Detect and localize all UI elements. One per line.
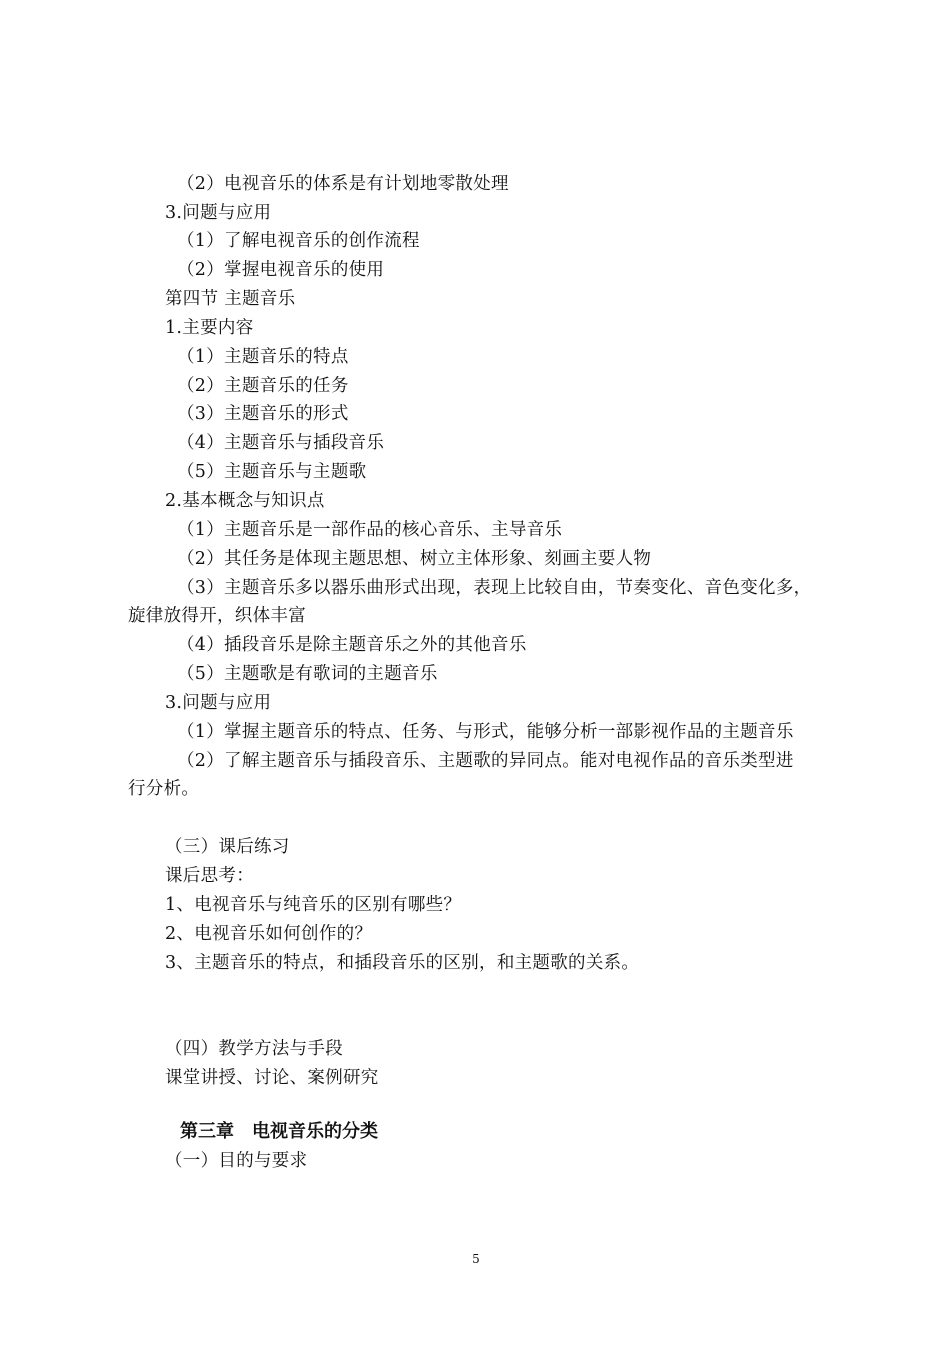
text-line: （2）其任务是体现主题思想、树立主体形象、刻画主要人物 [177,549,652,569]
text-line: 2、电视音乐如何创作的？ [165,924,373,944]
text-line: （5）主题音乐与主题歌 [177,462,367,482]
text-line: 2.基本概念与知识点 [165,491,325,511]
chapter-heading: 第三章 电视音乐的分类 [180,1121,378,1142]
text-line: （2）主题音乐的任务 [177,376,349,396]
text-line: 3.问题与应用 [165,203,272,223]
text-line: （3）主题音乐多以器乐曲形式出现，表现上比较自由，节奏变化、音色变化多， [177,578,812,598]
text-line: （1）了解电视音乐的创作流程 [177,231,420,251]
text-line: 3、主题音乐的特点，和插段音乐的区别，和主题歌的关系。 [165,953,640,973]
text-line: 3.问题与应用 [165,693,272,713]
text-line: （1）掌握主题音乐的特点、任务、与形式，能够分析一部影视作品的主题音乐 [177,722,794,742]
section-heading: （一）目的与要求 [165,1151,308,1171]
text-line: （5）主题歌是有歌词的主题音乐 [177,664,438,684]
text-line: 1.主要内容 [165,318,254,338]
section-heading: 第四节 主题音乐 [165,289,296,309]
text-line: （1）主题音乐是一部作品的核心音乐、主导音乐 [177,520,563,540]
text-line: 旋律放得开，织体丰富 [128,606,306,626]
text-line: （4）主题音乐与插段音乐 [177,433,385,453]
text-line: （2）电视音乐的体系是有计划地零散处理 [177,174,509,194]
text-line: 1、电视音乐与纯音乐的区别有哪些？ [165,895,462,915]
text-line: 课堂讲授、讨论、案例研究 [165,1068,379,1088]
text-line: 行分析。 [128,779,200,799]
text-line: （1）主题音乐的特点 [177,347,349,367]
section-heading: （三）课后练习 [165,837,290,857]
text-line: （4）插段音乐是除主题音乐之外的其他音乐 [177,635,527,655]
section-heading: （四）教学方法与手段 [165,1039,343,1059]
text-line: （2）了解主题音乐与插段音乐、主题歌的异同点。能对电视作品的音乐类型进 [177,751,794,771]
page-number: 5 [472,1252,480,1266]
text-line: （3）主题音乐的形式 [177,404,349,424]
text-line: （2）掌握电视音乐的使用 [177,260,385,280]
text-line: 课后思考： [165,866,254,886]
